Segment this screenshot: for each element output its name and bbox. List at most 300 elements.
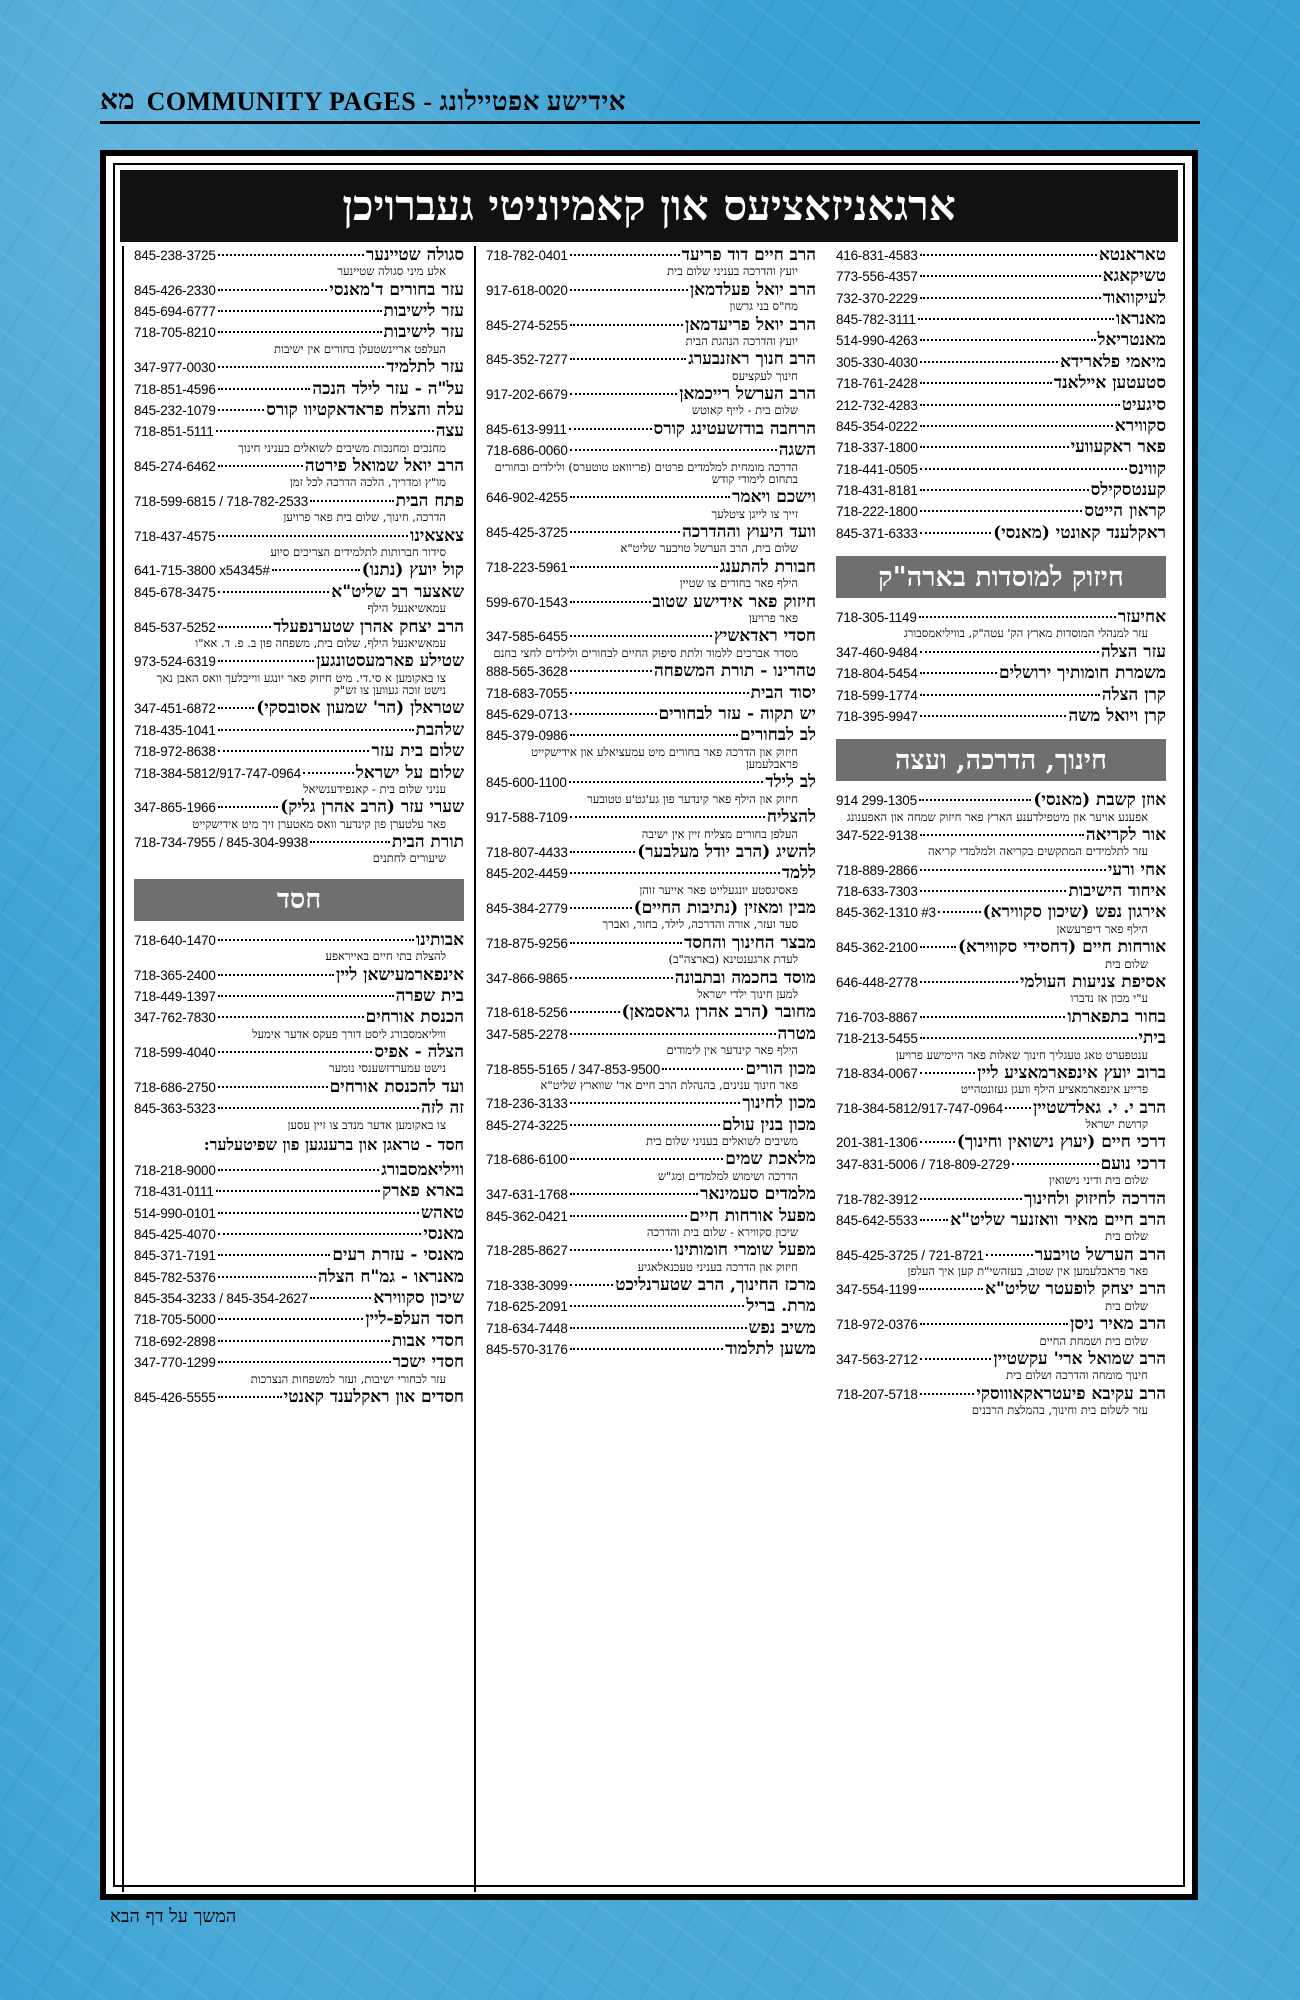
entry-phone: 773-556-4357 [836,269,918,285]
dot-leader [218,626,272,628]
entry-name: ביתי [1138,1028,1166,1049]
directory-entry [486,350,816,382]
entry-name: בחור בתפארתו [1067,1006,1166,1027]
entry-name: חסד העלפ-ליין [365,1309,464,1330]
entry-phone: 845-274-6462 [134,459,216,475]
entry-row [836,267,1166,285]
entry-phone: 305-330-4030 [836,354,918,370]
directory-entry [836,882,1166,900]
entry-row [486,969,816,987]
entry-row [134,1310,464,1328]
dot-leader [218,1340,390,1342]
entry-note: חיזוק און הדרכה בעניני טעכנאלאגיע [637,1259,798,1274]
directory-entry [486,1150,816,1182]
entry-phone: 201-381-1306 [836,1135,918,1151]
entry-phone: 845-678-3475 [134,584,216,600]
directory-entry [134,1225,464,1243]
directory-entry [134,1008,464,1040]
dot-leader [920,981,1018,983]
dot-leader [218,409,265,411]
dot-leader [570,254,680,256]
dot-leader [920,834,1084,836]
dot-leader [920,672,997,674]
entry-phone: 718-207-5718 [836,1386,918,1402]
entry-name: מלמדים סעמינאר [700,1184,816,1205]
dot-leader [218,254,364,256]
entry-row [836,686,1166,704]
directory-entry [134,583,464,615]
entry-row [486,808,816,826]
directory-entry [836,267,1166,285]
dot-leader [920,890,1067,892]
page-header [100,84,1200,124]
entry-row [836,353,1166,371]
entry-name: הרב יואל פריעדמאן [684,314,816,335]
dot-leader [310,500,394,502]
entry-phone: 845-782-3111 [836,312,916,328]
entry-row [134,1182,464,1200]
dot-leader [920,1016,1066,1018]
entry-phone: 845-354-3233 / 845-354-2627 [134,1291,308,1307]
dot-leader [570,1249,673,1251]
entry-name: סיגעיט [1121,394,1166,415]
entry-phone: 845-570-3176 [486,1342,568,1358]
entry-row [836,707,1166,725]
entry-phone: 718-761-2428 [836,376,918,392]
dot-leader [218,1254,331,1256]
entry-row [486,1060,816,1078]
dot-leader [303,772,354,774]
entry-name: אינפארמעישאן ליין [336,964,464,985]
entry-name: הכנסת אורחים [365,1007,464,1028]
dot-leader [310,841,390,843]
directory-entry [134,966,464,984]
entry-row [836,417,1166,435]
entry-row [836,826,1166,844]
dot-leader [920,404,1120,406]
directory-entry [836,438,1166,456]
directory-entry [836,1350,1166,1382]
entry-note: מו"ץ ומדריך, הלכה הדרכה לכל זמן [289,475,446,490]
directory-entry [134,1246,464,1264]
entry-name: זה לזה [421,1098,464,1119]
entry-phone: 718-437-4575 [134,528,216,544]
entry-name: חסדים און ראקלענד קאנטי [283,1386,464,1407]
directory-entry [836,608,1166,640]
entry-phone: 845-694-6777 [134,304,216,320]
entry-row [836,973,1166,991]
entry-phone: 347-762-7830 [134,1010,216,1026]
entry-row [836,246,1166,264]
dot-leader [569,781,764,783]
entry-note: הילף פאר קינדער אין לימודים [666,1043,798,1058]
entry-phone: 845-363-5323 [134,1101,216,1117]
entry-phone: 718-441-0505 [836,461,918,477]
directory-entry [134,302,464,320]
entry-name: להשיג (הרב יודל מעלבער) [637,841,816,862]
entry-name: משיב נפש [748,1317,816,1338]
entry-phone: 347-460-9484 [836,644,918,660]
entry-row [134,583,464,601]
entry-phone: 347-585-6455 [486,629,568,645]
entry-name: קרן הצלה [1101,684,1166,705]
entry-name: מחובר (הרב אהרן גראסמאן) [621,1002,816,1023]
entry-row [836,938,1166,956]
entry-name: הרחבה בודזשעטינג קורס [653,418,816,439]
dot-leader [920,869,1106,871]
entry-note: שלום בית [1105,956,1148,971]
directory-entry [836,460,1166,478]
entry-note: הדרכה מומחית למלמדים פרטים (פריוואט טוטערס) ולילדים ובחורים בתחום לימודי קודש [494,459,798,486]
directory-entry [134,699,464,717]
dot-leader [218,750,370,752]
entry-row [486,726,816,744]
dot-leader [920,489,1089,491]
entry-name: בית שפרה [395,985,464,1006]
entry-phone: 641-715-3800 x54345# [134,563,270,579]
dot-leader [218,1233,422,1235]
dot-leader [569,428,652,430]
entry-note: סעד ועזר, אורה והדרכה, לילד, בחור, ואברך [602,917,798,932]
entry-phone: 845-425-3725 [486,525,568,541]
section-title: אידישע אפטיילונג - COMMUNITY PAGES [146,87,626,116]
entry-note: העלפן בחורים מצליח זיין אין ישיבה [641,826,798,841]
entry-phone: 845-642-5533 [836,1212,918,1228]
entry-phone: 718-384-5812/917-747-0964 [134,765,301,781]
directory-entry [134,1332,464,1350]
directory-entry [486,627,816,659]
directory-entry [486,1207,816,1239]
entry-name: אורחות חיים (דחסידי סקווירא) [957,937,1166,958]
entry-phone: 718-305-1149 [836,610,917,626]
entry-name: מרת. בריל [746,1296,816,1317]
entry-row [486,705,816,723]
entry-phone: 718-855-5165 / 347-853-9500 [486,1061,660,1077]
directory-entry [134,246,464,278]
entry-row [486,558,816,576]
entry-row [836,608,1166,626]
dot-leader [218,1107,419,1109]
entry-row [134,323,464,341]
dot-leader [216,430,434,432]
entry-phone: 347-522-9138 [836,828,918,843]
entry-note: סידור חברותות לתלמידים הצריכים סיוע [270,544,446,559]
entry-name: וועד היעוץ וההדרכה [682,522,816,543]
continued-note: המשך על דף הבא [110,1906,237,1927]
entry-note: וויליאמסבורג ליסט דורך פעקס אדער אימעל [252,1026,446,1041]
entry-row [836,331,1166,349]
entry-phone: 718-337-1800 [836,440,918,456]
entry-row [836,438,1166,456]
entry-row [836,1029,1166,1047]
entry-phone: 718-807-4433 [486,844,568,860]
entry-row [134,721,464,739]
entry-name: אסיפת צניעות העולמי [1020,972,1166,993]
dot-leader [920,361,1058,363]
entry-name: אירגון נפש (שיכון סקווירא) [982,902,1166,923]
directory-inner [106,156,1192,1894]
directory-entry [836,524,1166,542]
entry-name: לב לבחורים [739,725,816,746]
entry-row [486,1185,816,1203]
directory-entry [486,316,816,348]
entry-note: זייך צו לייגן ציטלעך [711,506,798,521]
entry-name: מאנראו - גמ"ח הצלה [318,1266,464,1287]
entry-name: קול יועץ (נתנו) [361,560,464,581]
entry-note: פאר חינוך ענינים, בהנהלת הרב חיים אר' שווארץ שליט"א [540,1077,798,1092]
entry-name: ועד להכנסת אורחים [329,1076,464,1097]
entry-name: לב לילד [765,772,816,793]
entry-row [836,524,1166,542]
directory-entry [836,903,1166,935]
directory-entry [836,861,1166,879]
entry-name: הרב עקיבא פיעטראקאוווסקי [976,1383,1166,1404]
entry-row [134,380,464,398]
directory-entry [134,1289,464,1307]
entry-row [836,396,1166,414]
entry-row [836,1190,1166,1208]
entry-name: שערי עזר (הרב אהרן גליק) [280,797,464,818]
directory-entry [134,721,464,739]
entry-row [134,931,464,949]
entry-row [836,903,1166,921]
entry-row [486,1207,816,1225]
directory-entry [836,1280,1166,1312]
entry-name: מרכז החינוך, הרב שטערנליכט [615,1275,816,1296]
entry-name: מאנראו [1115,309,1166,330]
entry-name: פאר ראקעוועי [1070,437,1166,458]
entry-row [134,1289,464,1307]
entry-phone: 718-683-7055 [486,685,568,701]
entry-phone: 845-425-4070 [134,1227,216,1243]
entry-note: קדושת ישראל [1085,1117,1148,1132]
dot-leader [570,324,683,326]
entry-name: סקווירא [1114,415,1166,436]
directory-entry [836,1385,1166,1417]
directory-column-left [122,246,474,1892]
entry-name: ללמד [781,863,816,884]
entry-name: הרב יצחק לופעטר שליט"א [985,1279,1166,1300]
dot-leader [218,388,311,390]
entry-name: עלה והצלח פראדאקטיוו קורס [266,399,464,420]
directory-entry [134,1388,464,1406]
entry-row [134,699,464,717]
directory-entry [486,899,816,931]
directory-entry [486,1297,816,1315]
entry-phone: 718-634-7448 [486,1320,568,1336]
dot-leader [570,734,738,736]
entry-phone: 718-599-1774 [836,687,918,703]
directory-entry [134,652,464,696]
entry-phone: 718-734-7955 / 845-304-9938 [134,835,308,851]
entry-name: עזר לתלמיד [386,357,464,378]
entry-phone: 845-600-1100 [486,775,567,791]
directory-entry [134,561,464,579]
dot-leader [920,275,1101,277]
entry-row [836,460,1166,478]
entry-note: פרייע אינפארמאציע הילף וועגן געזונטהייט [960,1082,1148,1097]
entry-name: מפעל אורחות חיים [689,1205,816,1226]
entry-note: עמאשיאנעל הילף [367,601,446,616]
directory-entry [486,593,816,625]
directory-entry [486,1319,816,1337]
entry-phone: 718-218-9000 [134,1162,216,1178]
entry-phone: 845-425-3725 / 721-8721 [836,1247,984,1263]
entry-phone: 845-274-3225 [486,1117,568,1133]
directory-entry [486,488,816,520]
directory-entry [836,1029,1166,1061]
entry-phone: 845-629-0713 [486,706,568,722]
directory-entry [134,1353,464,1385]
entry-row [836,1280,1166,1298]
dot-leader [920,1393,975,1395]
entry-phone: 845-384-2779 [486,901,568,917]
dot-leader [218,806,279,808]
directory-entry [134,987,464,1005]
entry-row [836,1064,1166,1082]
entry-row [486,1276,816,1294]
entry-row [486,899,816,917]
entry-name: חבורת להתענג [719,556,816,577]
dot-leader [570,1033,776,1035]
directory-entry [836,481,1166,499]
entry-row [486,246,816,264]
entry-row [836,310,1166,328]
entry-name: שלום על ישראל [355,762,464,783]
entry-phone: 718-222-1800 [836,504,918,520]
directory-entry [134,1043,464,1075]
entry-note: הילף פאר בחורים צו שטיין [679,576,798,591]
dot-leader [218,465,303,467]
directory-entry [836,791,1166,823]
entry-row [134,987,464,1005]
directory-entry [486,1241,816,1273]
directory-entry [486,246,816,278]
directory-entry [134,1310,464,1328]
entry-phone: 646-902-4255 [486,490,568,506]
entry-phone: 845-537-5252 [134,619,216,635]
entry-note: שלום בית ושמחת החיים [1039,1333,1148,1348]
entry-row [486,773,816,791]
entry-name: הרב יצחק אהרן שטערנפעלד [273,616,464,637]
dot-leader [570,816,765,818]
dot-leader [920,1141,955,1143]
entry-row [134,652,464,670]
entry-name: הרב י. י. גאלדשטיין [1032,1097,1166,1118]
dot-leader [218,729,414,731]
dot-leader [310,1297,371,1299]
entry-phone: 718-435-1041 [134,722,216,738]
entry-phone: 718-338-3099 [486,1278,568,1294]
directory-entry [134,527,464,559]
entry-name: מבצר החינוך והחסד [684,932,816,953]
entry-phone: 514-990-4263 [836,333,918,349]
entry-row [486,1094,816,1112]
entry-name: עזר לישיבות [383,322,464,343]
entry-note: לעדת ארגענטינא (בארצה"ב) [668,952,798,967]
entry-phone: 718-889-2866 [836,862,918,878]
entry-row [486,441,816,459]
dot-leader [662,1068,743,1070]
entry-phone: 514-990-0101 [134,1205,216,1221]
directory-entry [486,385,816,417]
dot-leader [570,907,632,909]
entry-note: מסדר אברכים ללמוד ולתת סיפוק החיים לבחורים ולילדים לחצי בחנם [493,645,798,660]
dot-leader [920,1323,1068,1325]
entry-phone: 732-370-2229 [836,290,918,306]
entry-phone: 347-770-1299 [134,1355,216,1371]
directory-entry [134,457,464,489]
entry-row [134,1204,464,1222]
dot-leader [570,531,680,533]
entry-note: עזר לבחורי ישיבות, ועזר למשפחות הנצרכות [250,1371,446,1386]
directory-entry [134,764,464,796]
entry-name: קרן ויואל משה [1068,705,1166,726]
entry-row [486,843,816,861]
entry-note: עזר למנהלי המוסדות מארץ הק' עטה"ק, בוויליאמסבורג [903,626,1148,641]
dot-leader [218,331,382,333]
entry-row [836,1246,1166,1264]
entry-note: שלום בית [1105,1298,1148,1313]
entry-phone: 718-782-0401 [486,248,568,263]
entry-phone: 718-633-7303 [836,884,918,900]
entry-row [486,523,816,541]
entry-name: קווינס [1128,458,1166,479]
dot-leader [919,616,1116,618]
entry-note: פאר עלטערן פון קינדער וואס מאטערן זיך מיט אידישקייט [192,816,446,831]
dot-leader [218,660,314,662]
entry-row [836,1385,1166,1403]
entry-phone: 845-362-0421 [486,1208,568,1224]
entry-row [134,492,464,510]
entry-phone: 718-875-9256 [486,935,568,951]
dot-leader [920,946,956,948]
entry-phone: 347-563-2712 [836,1351,918,1367]
subsection-heading: חסד - טראגן און ברענגען פון שפיטעלער: [203,1134,464,1154]
entry-name: חיזוק פאר אידישע שטוב [652,591,816,612]
entry-name: תורת הבית [391,832,464,853]
entry-name: השגה [778,440,816,461]
directory-entry [486,441,816,485]
directory-entry [486,1060,816,1092]
entry-row [134,966,464,984]
directory-entry [134,1268,464,1286]
entry-note: משיבים לשואלים בעניני שלום בית [645,1134,798,1148]
entry-phone: 845-379-0986 [486,728,568,744]
entry-name: קראון הייטס [1084,501,1166,522]
entry-row [134,1078,464,1096]
entry-note: שלום בית ודיני נישואין [1048,1173,1148,1188]
entry-phone: 347-866-9865 [486,970,568,986]
entry-row [134,833,464,851]
entry-phone: 718-640-1470 [134,932,216,948]
directory-entry [836,331,1166,349]
dot-leader [570,1284,614,1286]
directory-entry [836,826,1166,858]
dot-leader [986,1254,1033,1256]
dot-leader [570,1011,620,1013]
directory-entry [486,773,816,805]
entry-phone: 718-236-3133 [486,1096,568,1112]
entry-name: אבותינו [415,929,464,950]
entry-name: מבין ומאזין (נתיבות החיים) [633,898,816,919]
entry-phone: 917-202-6679 [486,387,568,403]
entry-note: יועץ והדרכה הנהגת הבית [685,333,798,348]
entry-row [836,664,1166,682]
dot-leader [920,1219,949,1221]
directory-entry [134,281,464,299]
entry-phone: 347-554-1199 [836,1282,917,1298]
